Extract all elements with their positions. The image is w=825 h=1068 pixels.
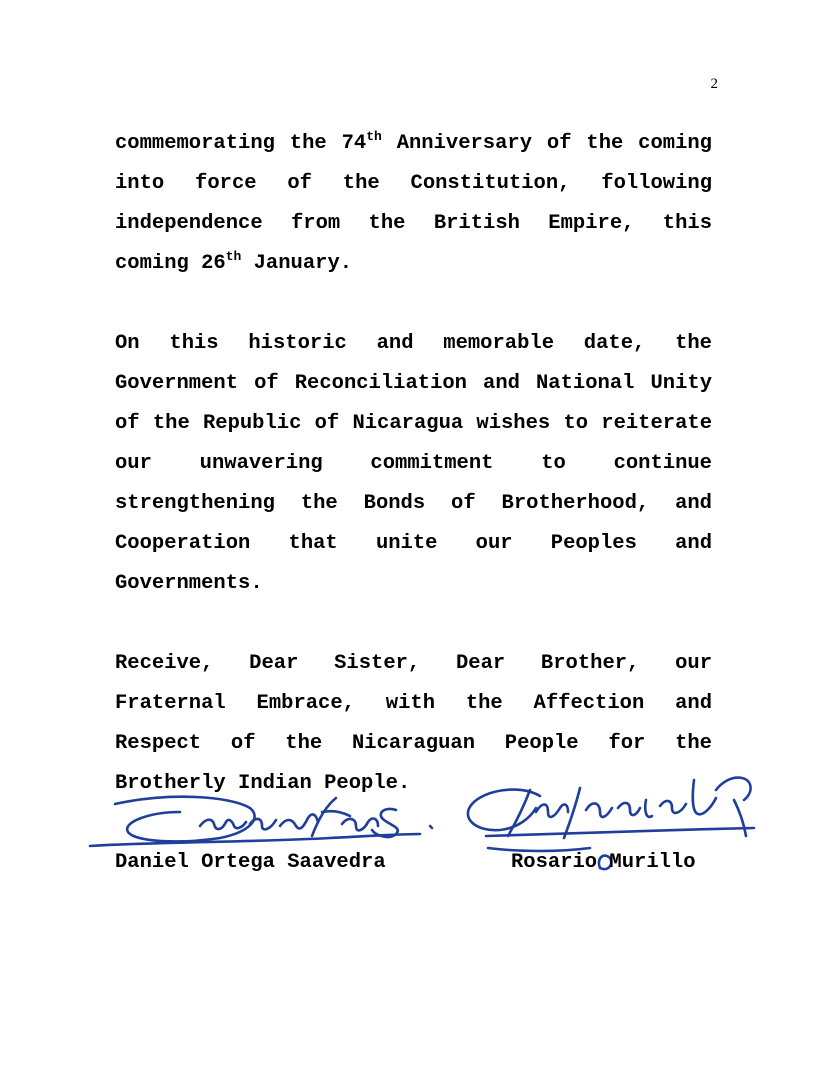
paragraph-1-text-a: commemorating the 74 bbox=[115, 132, 367, 155]
ordinal-superscript: th bbox=[366, 129, 382, 144]
page-number: 2 bbox=[710, 76, 718, 92]
paragraph-commitment: On this historic and memorable date, the Government of Reconciliation and National Unity of the Republic of Nicaragua wishes to reiterate our unwavering commitment to continue strengthening the Bonds of Brotherhood, and Cooperation that unite our Peoples and Governments. bbox=[115, 332, 712, 595]
paragraph-closing: Receive, Dear Sister, Dear Brother, our Fraternal Embrace, with the Affection and Respect of the Nicaraguan People for the Brotherly Indian People. bbox=[115, 652, 712, 795]
signatory-name-2: Rosario Murillo bbox=[511, 851, 696, 874]
signatory-name-1: Daniel Ortega Saavedra bbox=[115, 851, 386, 874]
paragraph-1-text-b: Anniversary of the coming into force of the Constitution, following independence from the British Empire, this coming 26 bbox=[115, 132, 712, 275]
signature-daniel-ortega-icon bbox=[90, 797, 432, 846]
paragraph-1-text-c: January. bbox=[241, 252, 353, 275]
ordinal-superscript: th bbox=[225, 249, 242, 264]
